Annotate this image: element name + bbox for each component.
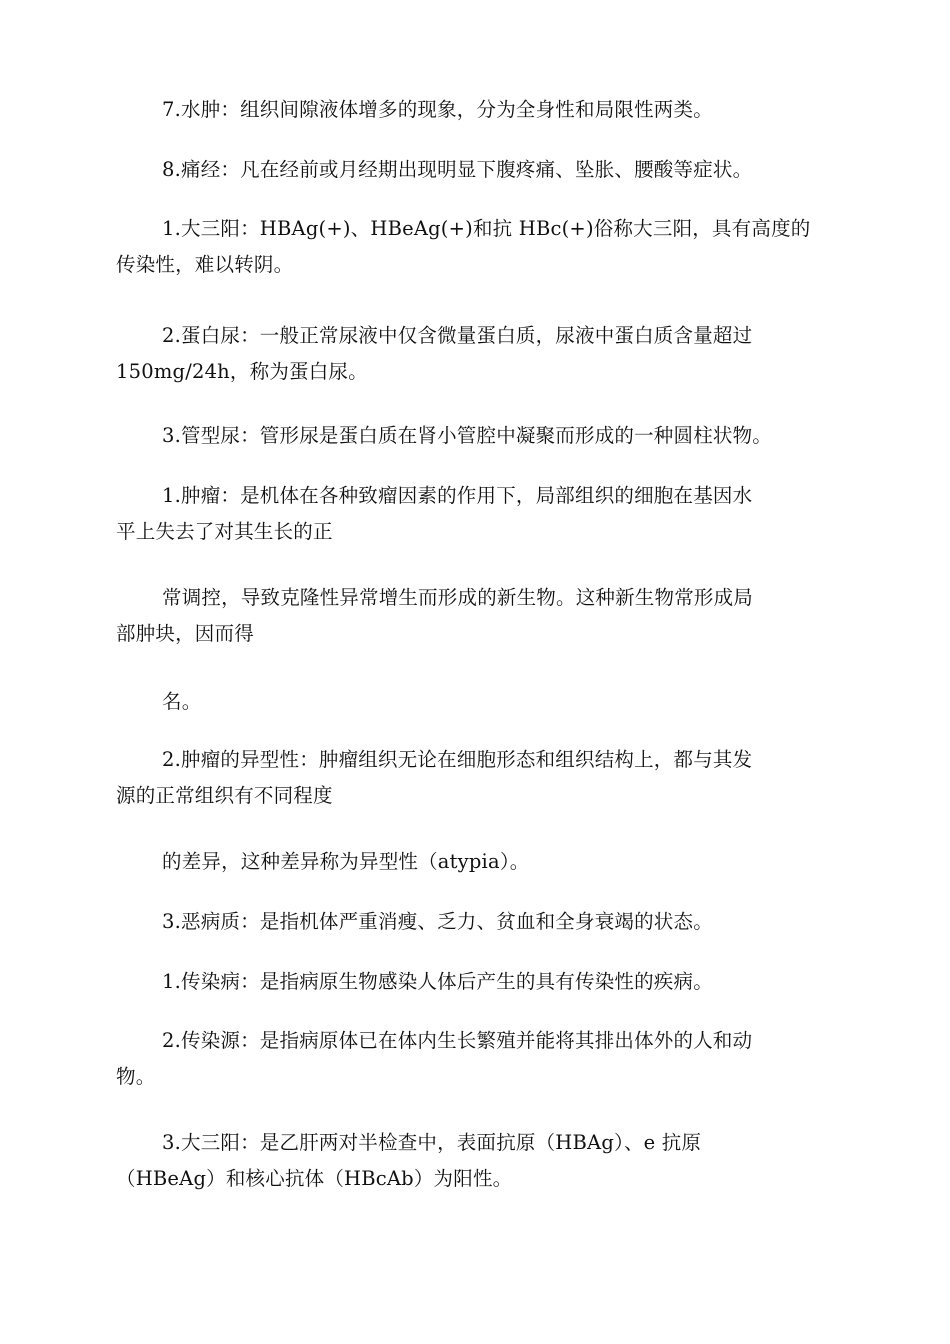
paragraph-line: 名。: [162, 690, 202, 713]
paragraph-infection-source: [116, 1023, 846, 1095]
paragraph-infectious-disease: [116, 964, 846, 1000]
paragraph-line: 3.管型尿：管形尿是蛋白质在肾小管腔中凝聚而形成的一种圆柱状物。: [162, 424, 773, 447]
paragraph-line: 1.肿瘤：是机体在各种致瘤因素的作用下，局部组织的细胞在基因水: [162, 484, 753, 507]
paragraph-line: 2.蛋白尿：一般正常尿液中仅含微量蛋白质，尿液中蛋白质含量超过: [162, 324, 753, 347]
paragraph-edema: [116, 92, 846, 128]
paragraph-dysmenorrhea: [116, 152, 846, 188]
paragraph-tumor-end: [116, 684, 846, 720]
paragraph-tumor: [116, 478, 846, 550]
paragraph-tumor-continued: [116, 580, 846, 652]
paragraph-line: 物。: [116, 1065, 156, 1088]
paragraph-line: 2.肿瘤的异型性：肿瘤组织无论在细胞形态和组织结构上，都与其发: [162, 748, 753, 771]
paragraph-big-three-positive-2: [116, 1125, 846, 1197]
paragraph-line: 传染性，难以转阴。: [116, 253, 294, 276]
paragraph-cast-urine: [116, 418, 846, 454]
paragraph-line: 源的正常组织有不同程度: [116, 784, 333, 807]
paragraph-line: 3.恶病质：是指机体严重消瘦、乏力、贫血和全身衰竭的状态。: [162, 910, 713, 933]
paragraph-line: 常调控，导致克隆性异常增生而形成的新生物。这种新生物常形成局: [162, 586, 754, 609]
paragraph-line: 3.大三阳：是乙肝两对半检查中，表面抗原（HBAg）、e 抗原: [162, 1131, 702, 1154]
paragraph-line: 2.传染源：是指病原体已在体内生长繁殖并能将其排出体外的人和动: [162, 1029, 753, 1052]
paragraph-line: 1.大三阳：HBAg(+)、HBeAg(+)和抗 HBc(+)俗称大三阳，具有高度的: [162, 217, 811, 240]
paragraph-line: 150mg/24h，称为蛋白尿。: [116, 360, 368, 383]
paragraph-line: 的差异，这种差异称为异型性（atypia）。: [162, 850, 530, 873]
paragraph-line: 8.痛经：凡在经前或月经期出现明显下腹疼痛、坠胀、腰酸等症状。: [162, 158, 753, 181]
paragraph-line: 7.水肿：组织间隙液体增多的现象，分为全身性和局限性两类。: [162, 98, 713, 121]
paragraph-line: （HBeAg）和核心抗体（HBcAb）为阳性。: [116, 1167, 513, 1190]
paragraph-tumor-atypia: [116, 742, 846, 814]
paragraph-line: 部肿块，因而得: [116, 622, 254, 645]
paragraph-proteinuria: [116, 318, 846, 390]
paragraph-atypia-continued: [116, 844, 846, 880]
paragraph-big-three-positive-1: [116, 211, 846, 283]
paragraph-cachexia: [116, 904, 846, 940]
paragraph-line: 1.传染病：是指病原生物感染人体后产生的具有传染性的疾病。: [162, 970, 713, 993]
paragraph-line: 平上失去了对其生长的正: [116, 520, 333, 543]
